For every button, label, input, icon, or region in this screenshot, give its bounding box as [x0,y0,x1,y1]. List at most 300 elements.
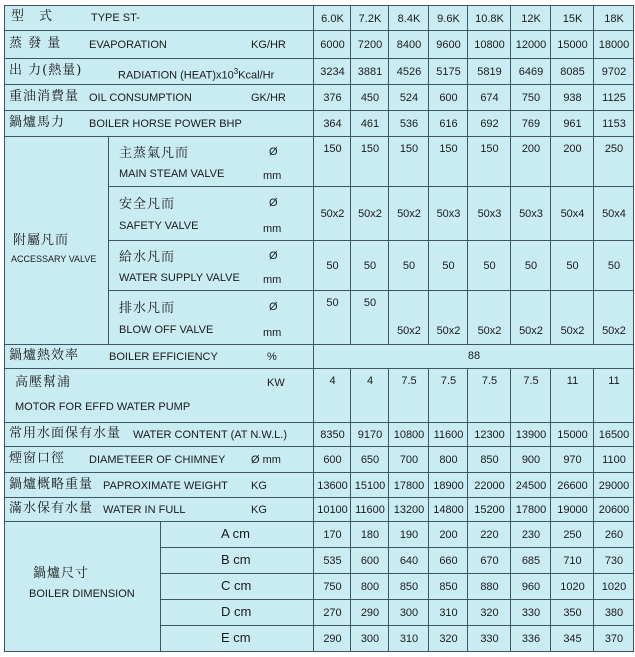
dimension-0-value-1 [350,521,389,548]
cell-value: 15200 [474,504,505,516]
cell-value: 150 [360,143,380,155]
cell-value: 17800 [515,504,547,516]
model-5 [510,5,551,31]
row-top-0-value-1 [350,30,389,59]
cell-value: 50x2 [519,325,543,337]
row-top-3-value-2 [388,110,429,137]
dimension-row-4 [160,625,314,652]
cell-value: 461 [360,118,380,130]
row-top-2-value-4 [467,84,511,111]
cell-value: 700 [399,454,419,466]
cell-value: 12000 [515,39,547,51]
cell-value: 50x2 [477,325,502,337]
row-top-1-label [4,58,314,85]
row-top-0-cn: 蒸 發 量 [9,36,62,51]
diameter-symbol: Ø [269,301,278,313]
cell-value: 11 [566,375,579,387]
cell-value: 50x3 [519,208,543,220]
row-top-3-label [4,110,314,137]
dimension-label: E cm [221,630,251,645]
row-top-2-value-6 [550,84,594,111]
cell-value: 650 [360,454,380,466]
row-top-1-value-5 [510,58,551,85]
row-bottom-1-value-7 [593,446,634,473]
dimension-1-value-5 [510,547,551,574]
row-bottom-2-cn: 鍋爐概略重量 [9,477,94,492]
dimension-1-value-4 [467,547,511,574]
dimension-3-value-2 [388,599,429,626]
pump-value-6 [550,368,594,423]
row-bottom-0-cn: 常用水面保有水量 [9,426,122,441]
dimension-4-value-2 [388,625,429,652]
cell-value: 190 [399,529,419,541]
cell-value: 750 [323,581,342,593]
model-6 [550,5,594,31]
accessory-row-1 [108,186,314,241]
cell-value: 13900 [515,429,547,441]
row-bottom-2-unit: KG [251,480,267,492]
cell-value: 15100 [354,480,386,492]
accessory-2-value-3 [428,240,468,291]
accessory-0-value-6 [550,136,594,187]
dimension-row-2 [160,573,314,600]
valve-en: SAFETY VALVE [119,220,199,232]
accessory-2-value-1 [350,240,389,291]
cell-value: 8350 [320,429,345,441]
row-top-1-value-0 [313,58,351,85]
row-top-0-value-4 [467,30,511,59]
cell-value: 300 [399,607,419,619]
cell-value: 13600 [317,480,348,492]
cell-value: 364 [323,118,342,130]
accessory-0-value-4 [467,136,511,187]
cell-value: 330 [480,633,499,645]
row-bottom-2-value-0 [313,472,351,498]
cell-value: 9702 [601,66,627,78]
cell-value: 200 [521,143,541,155]
cell-value: 10100 [317,504,348,516]
cell-value: 600 [360,555,380,567]
cell-value: 29000 [598,480,630,492]
dimension-0-value-2 [388,521,429,548]
diameter-symbol: Ø [269,146,278,158]
accessory-1-value-1 [350,186,389,241]
cell-value: 18K [604,13,624,25]
pump-value-7 [593,368,634,423]
cell-value: 15000 [557,429,588,441]
cell-value: 10.8K [475,13,504,25]
row-bottom-1-value-3 [428,446,468,473]
cell-value: 8085 [560,66,585,78]
cell-value: 14800 [433,504,464,516]
cell-value: 50 [363,260,377,272]
cell-value: 290 [323,633,342,645]
header-en: TYPE ST- [91,12,140,24]
row-top-2-unit: GK/HR [251,92,286,104]
cell-value: 300 [360,633,380,645]
cell-value: 674 [480,92,499,104]
cell-value: 150 [323,143,342,155]
row-bottom-2-label [4,472,314,498]
valve-cn: 主蒸氣凡而 [119,146,190,161]
dimension-2-value-4 [467,573,511,600]
row-bottom-1-value-5 [510,446,551,473]
model-0 [313,5,351,31]
cell-value: 376 [323,92,342,104]
accessory-2-value-7 [593,240,634,291]
accessory-1-value-2 [388,186,429,241]
dimension-1-value-1 [350,547,389,574]
row-bottom-0-value-0 [313,422,351,447]
row-bottom-0-value-6 [550,422,594,447]
accessory-group-label [4,136,109,345]
row-top-1-value-1 [350,58,389,85]
row-top-2-en: OIL CONSUMPTION [89,92,192,104]
cell-value: 1020 [560,581,585,593]
dimension-1-value-7 [593,547,634,574]
cell-value: 310 [439,607,458,619]
row-bottom-0-en: WATER CONTENT (AT N.W.L.) [133,429,287,441]
dimension-cn: 鍋爐尺寸 [33,566,90,581]
row-bottom-0-value-4 [467,422,511,447]
cell-value: 26600 [557,480,588,492]
valve-en: MAIN STEAM VALVE [119,168,225,180]
cell-value: 11 [608,375,620,387]
accessory-2-value-4 [467,240,511,291]
cell-value: 250 [563,529,582,541]
valve-en: BLOW OFF VALVE [119,324,214,336]
cell-value: 345 [563,633,582,645]
pump-value-0 [313,368,351,423]
model-7 [593,5,634,31]
header-cn: 型 式 [11,9,54,24]
dimension-2-value-2 [388,573,429,600]
cell-value: 600 [439,92,458,104]
pump-value-2 [388,368,429,423]
accessory-3-value-6 [550,290,594,345]
cell-value: 11600 [433,429,464,441]
row-bottom-0-value-7 [593,422,634,447]
cell-value: 320 [439,633,458,645]
accessory-2-value-0 [313,240,351,291]
cell-value: 180 [360,529,380,541]
cell-value: 4526 [396,66,422,78]
dimension-0-value-0 [313,521,351,548]
dimension-label: D cm [221,604,252,619]
cell-value: 6469 [518,66,544,78]
cell-value: 850 [439,581,458,593]
cell-value: 50x2 [397,325,421,337]
cell-value: 50 [326,260,339,272]
dimension-2-value-7 [593,573,634,600]
cell-value: 200 [563,143,582,155]
cell-value: 19000 [557,504,588,516]
dimension-label: A cm [221,526,250,541]
cell-value: 310 [399,633,419,645]
row-top-2-value-7 [593,84,634,111]
cell-value: 350 [563,607,582,619]
row-bottom-1-unit: Ø mm [251,454,281,466]
cell-value: 15K [562,13,583,25]
dimension-group-label [4,521,161,652]
row-bottom-1-value-4 [467,446,511,473]
pump-value-4 [467,368,511,423]
row-bottom-2-value-6 [550,472,594,498]
dimension-en: BOILER DIMENSION [29,588,135,600]
cell-value: 1125 [602,92,626,104]
cell-value: 50x4 [560,208,585,220]
cell-value: 536 [399,118,419,130]
row-bottom-3-value-7 [593,497,634,522]
cell-value: 50x2 [560,325,585,337]
cell-value: 50 [607,260,621,272]
row-bottom-3-value-2 [388,497,429,522]
cell-value: 150 [399,143,419,155]
dimension-1-value-6 [550,547,594,574]
header-label [4,5,314,31]
cell-value: 9.6K [437,13,460,25]
efficiency-number: 88 [467,350,481,362]
row-top-3-value-1 [350,110,389,137]
cell-value: 22000 [474,480,505,492]
row-bottom-3-value-4 [467,497,511,522]
cell-value: 692 [480,118,499,130]
accessory-row-2 [108,240,314,291]
pump-unit: KW [267,377,285,389]
model-3 [428,5,468,31]
cell-value: 1100 [602,454,626,466]
row-top-0-unit: KG/HR [251,39,286,51]
model-1 [350,5,389,31]
row-bottom-3-value-0 [313,497,351,522]
accessory-1-value-3 [428,186,468,241]
row-bottom-1-en: DIAMETEER OF CHIMNEY [89,454,226,466]
cell-value: 970 [563,454,582,466]
dimension-0-value-4 [467,521,511,548]
cell-value: 1020 [601,581,627,593]
cell-value: 50x3 [436,208,461,220]
valve-unit: mm [263,223,282,235]
row-top-0-en: EVAPORATION [89,39,167,51]
efficiency-unit: % [267,351,277,363]
cell-value: 6.0K [321,13,344,25]
accessory-3-value-0 [313,290,351,345]
dimension-3-value-6 [550,599,594,626]
accessory-0-value-7 [593,136,634,187]
accessory-1-value-4 [467,186,511,241]
cell-value: 370 [604,633,624,645]
row-bottom-2-value-1 [350,472,389,498]
row-bottom-1-label [4,446,314,473]
cell-value: 50x2 [397,208,421,220]
row-top-3-value-5 [510,110,551,137]
dimension-4-value-4 [467,625,511,652]
row-top-2-value-5 [510,84,551,111]
row-top-1-value-6 [550,58,594,85]
cell-value: 250 [604,143,624,155]
row-bottom-3-value-6 [550,497,594,522]
model-2 [388,5,429,31]
dimension-4-value-5 [510,625,551,652]
accessory-row-0 [108,136,314,187]
dimension-label: B cm [221,552,251,567]
valve-cn: 給水凡而 [119,250,176,265]
dimension-3-value-3 [428,599,468,626]
cell-value: 600 [323,454,342,466]
cell-value: 260 [604,529,624,541]
cell-value: 850 [480,454,499,466]
cell-value: 900 [521,454,541,466]
accessory-3-value-4 [467,290,511,345]
cell-value: 16500 [598,429,630,441]
cell-value: 5819 [477,66,502,78]
dimension-row-0 [160,521,314,548]
dimension-3-value-1 [350,599,389,626]
cell-value: 50x4 [602,208,626,220]
cell-value: 3881 [357,66,383,78]
cell-value: 50 [483,260,496,272]
cell-value: 10800 [393,429,425,441]
pump-en: MOTOR FOR EFFD WATER PUMP [15,401,191,413]
cell-value: 4 [329,375,336,387]
row-top-3-value-3 [428,110,468,137]
row-bottom-3-label [4,497,314,522]
cell-value: 7.5 [481,375,498,387]
accessory-0-value-5 [510,136,551,187]
cell-value: 150 [480,143,499,155]
cell-value: 880 [480,581,499,593]
accessory-1-value-0 [313,186,351,241]
efficiency-value [313,344,634,369]
cell-value: 960 [521,581,541,593]
cell-value: 11600 [355,504,385,516]
pump-value-1 [350,368,389,423]
cell-value: 270 [323,607,342,619]
cell-value: 800 [360,581,380,593]
row-top-3-value-4 [467,110,511,137]
row-top-2-value-3 [428,84,468,111]
accessory-1-value-7 [593,186,634,241]
row-bottom-2-value-2 [388,472,429,498]
row-top-0-value-6 [550,30,594,59]
cell-value: 8.4K [397,13,421,25]
accessory-0-value-1 [350,136,389,187]
dimension-4-value-1 [350,625,389,652]
cell-value: 9600 [436,39,461,51]
efficiency-cn: 鍋爐熱效率 [9,348,80,363]
cell-value: 50 [442,260,455,272]
accessory-en: ACCESSARY VALVE [11,254,97,264]
accessory-0-value-2 [388,136,429,187]
row-top-2-value-2 [388,84,429,111]
pump-value-3 [428,368,468,423]
cell-value: 220 [480,529,499,541]
row-top-2-value-0 [313,84,351,111]
cell-value: 938 [563,92,582,104]
row-top-3-cn: 鍋爐馬力 [9,115,66,130]
accessory-row-3 [108,290,314,345]
cell-value: 290 [360,607,380,619]
cell-value: 380 [604,607,624,619]
cell-value: 961 [563,118,582,130]
dimension-3-value-4 [467,599,511,626]
row-bottom-0-value-3 [428,422,468,447]
cell-value: 750 [521,92,541,104]
row-top-0-value-2 [388,30,429,59]
cell-value: 5175 [436,66,461,78]
cell-value: 7200 [357,39,383,51]
accessory-cn: 附屬凡而 [13,233,70,248]
cell-value: 50 [566,260,579,272]
dimension-0-value-5 [510,521,551,548]
row-bottom-3-value-5 [510,497,551,522]
cell-value: 9170 [357,429,383,441]
cell-value: 50x3 [477,208,502,220]
row-top-1-value-3 [428,58,468,85]
row-bottom-1-value-6 [550,446,594,473]
row-top-1-value-2 [388,58,429,85]
diameter-symbol: Ø [269,197,278,209]
cell-value: 685 [521,555,541,567]
row-bottom-3-en: WATER IN FULL [103,504,186,516]
row-bottom-0-value-2 [388,422,429,447]
cell-value: 7.2K [358,13,382,25]
valve-unit: mm [263,274,282,286]
row-top-1-value-4 [467,58,511,85]
dimension-2-value-3 [428,573,468,600]
row-bottom-1-cn: 煙窗口徑 [9,451,66,466]
cell-value: 17800 [393,480,425,492]
row-top-1-en: RADIATION $(HEAT)x10^3Kcal/Hr$ [118,67,275,82]
cell-value: 12K [521,13,541,25]
cell-value: 670 [480,555,499,567]
dimension-0-value-7 [593,521,634,548]
row-top-0-value-0 [313,30,351,59]
dimension-2-value-1 [350,573,389,600]
unit-tail: Kcal/Hr [238,69,275,82]
superscript: 3 [233,67,239,76]
accessory-3-value-5 [510,290,551,345]
row-bottom-3-unit: KG [251,504,267,516]
cell-value: 320 [480,607,499,619]
accessory-0-value-0 [313,136,351,187]
row-bottom-2-value-7 [593,472,634,498]
accessory-2-value-6 [550,240,594,291]
dimension-3-value-0 [313,599,351,626]
cell-value: 50 [326,297,339,309]
cell-value: 200 [439,529,458,541]
model-4 [467,5,511,31]
cell-value: 1153 [602,118,626,130]
row-bottom-1-value-1 [350,446,389,473]
cell-value: 7.5 [440,375,457,387]
dimension-1-value-2 [388,547,429,574]
row-top-2-label [4,84,314,111]
cell-value: 616 [439,118,458,130]
row-bottom-2-value-3 [428,472,468,498]
cell-value: 850 [399,581,419,593]
cell-value: 3234 [320,66,345,78]
row-top-0-value-3 [428,30,468,59]
row-top-0-value-5 [510,30,551,59]
cell-value: 18900 [433,480,464,492]
dimension-4-value-6 [550,625,594,652]
row-bottom-0-label [4,422,314,447]
cell-value: 800 [439,454,458,466]
cell-value: 12300 [474,429,505,441]
cell-value: 6000 [320,39,345,51]
row-top-3-value-0 [313,110,351,137]
